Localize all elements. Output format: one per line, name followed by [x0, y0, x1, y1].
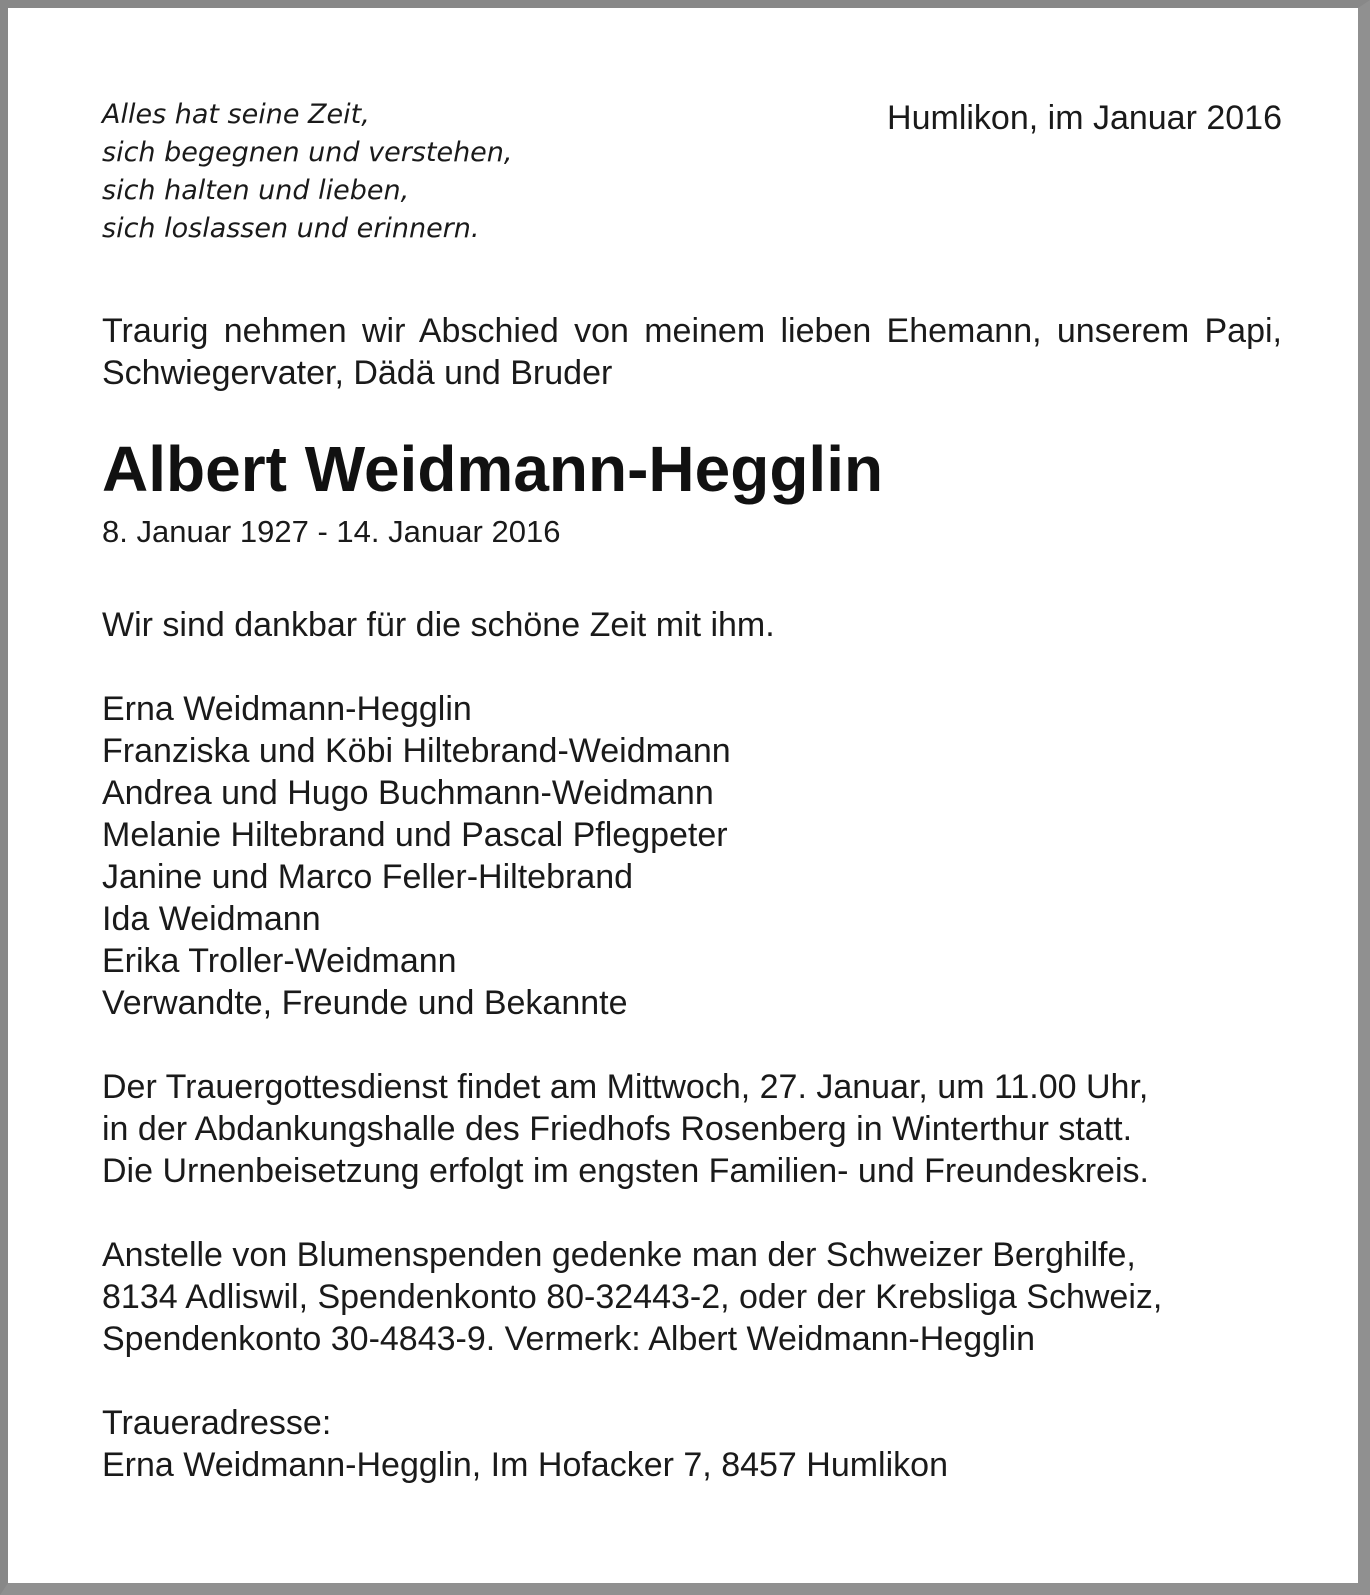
service-line: Der Trauergottesdienst findet am Mittwoch, 27. Januar, um 11.00 Uhr,	[102, 1068, 1149, 1106]
donation-line: 8134 Adliswil, Spendenkonto 80-32443-2, oder der Krebsliga Schweiz,	[102, 1278, 1163, 1316]
service-line: in der Abdankungshalle des Friedhofs Rosenberg in Winterthur statt.	[102, 1110, 1133, 1148]
address-value: Erna Weidmann-Hegglin, Im Hofacker 7, 8457 Humlikon	[102, 1446, 948, 1484]
mourner-entry: Melanie Hiltebrand und Pascal Pflegpeter	[102, 816, 728, 854]
mourning-address	[102, 1402, 1282, 1486]
motto-line: Alles hat seine Zeit,	[102, 99, 370, 130]
deceased-name: Albert Weidmann-Hegglin	[102, 433, 884, 505]
mourners-list	[102, 688, 1282, 1024]
lifespan: 8. Januar 1927 - 14. Januar 2016	[102, 514, 561, 549]
place-date: Humlikon, im Januar 2016	[887, 99, 1282, 137]
mourner-entry: Erna Weidmann-Hegglin	[102, 690, 472, 728]
motto-verse	[102, 96, 512, 248]
motto-line: sich halten und lieben,	[102, 175, 410, 206]
intro-text: Traurig nehmen wir Abschied von meinem lieben Ehemann, unserem Papi, Schwiegervater, Dädä und Bruder	[102, 312, 1282, 392]
mourner-entry: Andrea und Hugo Buchmann-Weidmann	[102, 774, 714, 812]
donation-line: Spendenkonto 30-4843-9. Vermerk: Albert Weidmann-Hegglin	[102, 1320, 1036, 1358]
service-line: Die Urnenbeisetzung erfolgt im engsten Familien- und Freundeskreis.	[102, 1152, 1149, 1190]
thanks-text: Wir sind dankbar für die schöne Zeit mit ihm.	[102, 606, 775, 644]
obituary-notice	[102, 96, 1282, 1486]
service-info	[102, 1066, 1282, 1192]
mourner-entry: Erika Troller-Weidmann	[102, 942, 457, 980]
donation-info	[102, 1234, 1282, 1360]
motto-line: sich begegnen und verstehen,	[102, 137, 513, 168]
motto-line: sich loslassen und erinnern.	[102, 213, 480, 244]
mourner-entry: Franziska und Köbi Hiltebrand-Weidmann	[102, 732, 731, 770]
mourner-entry: Janine und Marco Feller-Hiltebrand	[102, 858, 634, 896]
donation-line: Anstelle von Blumenspenden gedenke man der Schweizer Berghilfe,	[102, 1236, 1136, 1274]
header	[102, 96, 1282, 248]
mourner-entry: Ida Weidmann	[102, 900, 321, 938]
address-label: Traueradresse:	[102, 1404, 332, 1442]
mourner-entry: Verwandte, Freunde und Bekannte	[102, 984, 628, 1022]
